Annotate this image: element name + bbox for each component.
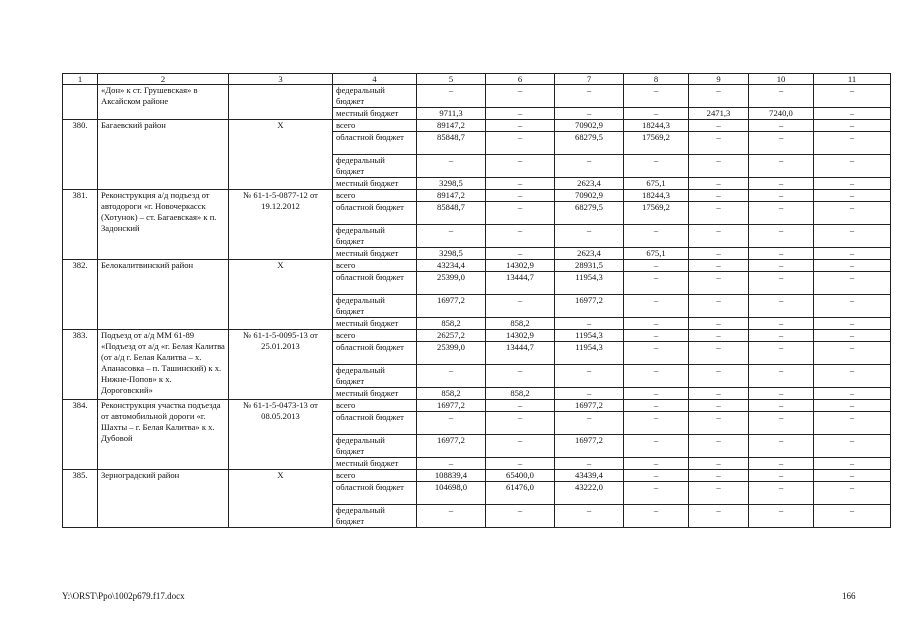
budget-source-label: областной бюджет (333, 341, 416, 364)
amount-value: – (716, 190, 721, 200)
budget-source-column (333, 120, 417, 190)
object-name: Зерноградский район (98, 470, 229, 528)
expertise-reference: № 61-1-5-0095-13 от 25.01.2013 (229, 330, 333, 400)
amount-value: – (778, 470, 784, 480)
amount-value: – (689, 317, 748, 329)
amount-value: 104698,0 (417, 481, 485, 504)
amount-value: 3298,5 (417, 177, 485, 189)
amount-value: – (778, 400, 784, 410)
amount-value: – (849, 400, 855, 410)
amount-value: – (689, 341, 748, 364)
amount-value: 858,2 (486, 317, 554, 329)
row-number: 380. (63, 120, 98, 190)
amount-value: – (653, 470, 659, 480)
amount-value: 13444,7 (486, 271, 554, 294)
amount-value: 43439,4 (575, 470, 603, 480)
amount-value: – (653, 400, 659, 410)
table-row (63, 120, 891, 190)
table-row (63, 190, 891, 260)
row-number: 385. (63, 470, 98, 528)
amount-value: 85848,7 (417, 201, 485, 224)
amount-column-8 (624, 330, 689, 400)
amount-value: – (716, 400, 721, 410)
amount-column-9 (689, 120, 749, 190)
object-name: Багаевский район (98, 120, 229, 190)
amount-value: – (624, 481, 688, 504)
amount-value: 675,1 (624, 247, 688, 259)
amount-value: 70902,9 (575, 120, 603, 130)
column-number-cell: 11 (814, 74, 891, 85)
amount-value: – (814, 247, 890, 259)
amount-column-8 (624, 470, 689, 528)
amount-value: 43234,4 (437, 260, 465, 270)
amount-value: – (555, 364, 623, 387)
amount-value: – (849, 85, 855, 95)
amount-column-6 (486, 260, 555, 330)
expertise-reference: № 61-1-5-0877-12 от 19.12.2012 (229, 190, 333, 260)
amount-value: 85848,7 (417, 131, 485, 154)
amount-value: – (653, 85, 659, 95)
amount-column-7 (555, 330, 624, 400)
amount-value: – (814, 271, 890, 294)
amount-value: – (749, 387, 813, 399)
amount-value: – (814, 364, 890, 387)
budget-source-label: всего (336, 260, 356, 270)
amount-value: – (624, 224, 688, 247)
amount-column-10 (749, 400, 814, 470)
amount-value: 14302,9 (506, 260, 534, 270)
amount-value: – (689, 434, 748, 457)
amount-value: – (749, 317, 813, 329)
budget-source-column (333, 85, 417, 120)
amount-value: – (749, 364, 813, 387)
amount-value: 68279,5 (555, 201, 623, 224)
amount-value: – (749, 131, 813, 154)
amount-value: – (689, 154, 748, 177)
amount-column-10 (749, 470, 814, 528)
amount-column-6 (486, 400, 555, 470)
amount-value: – (749, 201, 813, 224)
budget-source-label: всего (336, 120, 356, 130)
amount-value: – (624, 434, 688, 457)
amount-value: – (778, 260, 784, 270)
amount-value: 17569,2 (624, 201, 688, 224)
amount-value: – (486, 504, 554, 527)
amount-value: 9711,3 (417, 107, 485, 119)
object-name: Белокалитвинский район (98, 260, 229, 330)
amount-value: – (689, 504, 748, 527)
budget-source-column (333, 470, 417, 528)
amount-value: – (486, 107, 554, 119)
amount-value: 11954,3 (575, 330, 603, 340)
amount-value: 28931,5 (575, 260, 603, 270)
amount-value: 43222,0 (555, 481, 623, 504)
amount-value: – (749, 224, 813, 247)
amount-value: 25399,0 (417, 271, 485, 294)
amount-column-10 (749, 85, 814, 120)
budget-source-label: местный бюджет (333, 317, 416, 329)
budget-source-label: федеральный бюджет (333, 434, 416, 457)
column-number-cell: 4 (333, 74, 417, 85)
column-number-cell: 6 (486, 74, 555, 85)
amount-value: 18244,3 (642, 190, 670, 200)
budget-source-label: федеральный бюджет (333, 294, 416, 317)
amount-column-5 (417, 330, 486, 400)
amount-column-5 (417, 400, 486, 470)
amount-value: – (624, 154, 688, 177)
amount-column-11 (814, 330, 891, 400)
amount-value: – (517, 85, 523, 95)
amount-value: – (749, 154, 813, 177)
amount-value: – (689, 177, 748, 189)
amount-column-9 (689, 330, 749, 400)
amount-value: – (555, 457, 623, 469)
amount-value: 17569,2 (624, 131, 688, 154)
amount-column-9 (689, 85, 749, 120)
table-row (63, 400, 891, 470)
amount-value: – (486, 457, 554, 469)
amount-column-6 (486, 85, 555, 120)
amount-column-7 (555, 85, 624, 120)
amount-value: – (814, 107, 890, 119)
amount-value: – (517, 400, 523, 410)
amount-value: – (749, 481, 813, 504)
amount-value: – (749, 411, 813, 434)
amount-value: – (849, 330, 855, 340)
amount-value: – (624, 271, 688, 294)
amount-value: – (814, 434, 890, 457)
amount-column-5 (417, 470, 486, 528)
amount-value: 11954,3 (555, 341, 623, 364)
amount-value: – (486, 224, 554, 247)
amount-column-9 (689, 400, 749, 470)
amount-value: – (417, 504, 485, 527)
amount-value: – (486, 411, 554, 434)
row-number: 384. (63, 400, 98, 470)
budget-source-label: областной бюджет (333, 481, 416, 504)
amount-value: 16977,2 (417, 294, 485, 317)
amount-value: – (814, 177, 890, 189)
amount-value: – (716, 330, 721, 340)
column-number-row (63, 74, 891, 85)
column-number-cell: 1 (63, 74, 98, 85)
amount-value: – (624, 317, 688, 329)
amount-value: – (448, 85, 454, 95)
table-row (63, 330, 891, 400)
amount-value: – (624, 341, 688, 364)
amount-value: – (814, 341, 890, 364)
amount-value: – (653, 260, 659, 270)
amount-value: – (624, 107, 688, 119)
amount-column-8 (624, 85, 689, 120)
amount-column-10 (749, 260, 814, 330)
amount-value: 65400,0 (506, 470, 534, 480)
amount-value: – (814, 457, 890, 469)
object-name: Подъезд от а/д ММ 61-89 «Подъезд от а/д «г. Белая Калитва (от а/д г. Белая Калитва – х. Апанасовка – п. Ташинский) к х. Нижне-Попов» к х. Дороговский» (98, 330, 229, 400)
object-name: «Дон» к ст. Грушевская» в Аксайском районе (98, 85, 229, 120)
footer-file-path: Y:\ORST\Ppo\1002p679.f17.docx (62, 591, 185, 601)
amount-value: – (624, 294, 688, 317)
amount-value: – (689, 387, 748, 399)
amount-value: 16977,2 (575, 400, 603, 410)
amount-value: – (555, 387, 623, 399)
budget-source-label: федеральный бюджет (333, 154, 416, 177)
amount-value: – (749, 177, 813, 189)
amount-value: – (716, 260, 721, 270)
amount-value: 675,1 (624, 177, 688, 189)
amount-value: 16977,2 (555, 434, 623, 457)
amount-value: 858,2 (417, 317, 485, 329)
amount-value: – (749, 341, 813, 364)
amount-value: – (716, 120, 721, 130)
amount-value: 18244,3 (642, 120, 670, 130)
amount-column-6 (486, 330, 555, 400)
budget-source-label: всего (336, 330, 356, 340)
budget-source-column (333, 400, 417, 470)
amount-value: – (555, 107, 623, 119)
amount-column-11 (814, 400, 891, 470)
amount-value: – (689, 457, 748, 469)
amount-value: – (716, 85, 721, 95)
amount-value: 108839,4 (434, 470, 468, 480)
object-name: Реконструкция а/д подъезд от автодороги «г. Новочеркасск (Хотунок) – ст. Багаевская» к п. Задонский (98, 190, 229, 260)
amount-value: 89147,2 (437, 190, 465, 200)
amount-value: – (689, 271, 748, 294)
amount-value: 2471,3 (689, 107, 748, 119)
budget-source-label: местный бюджет (333, 107, 416, 119)
column-number-cell: 7 (555, 74, 624, 85)
budget-source-label: федеральный бюджет (333, 504, 416, 527)
amount-value: 7240,0 (749, 107, 813, 119)
amount-value: – (689, 364, 748, 387)
amount-value: 14302,9 (506, 330, 534, 340)
amount-value: 11954,3 (555, 271, 623, 294)
amount-value: – (486, 247, 554, 259)
amount-value: – (417, 364, 485, 387)
amount-value: 858,2 (417, 387, 485, 399)
amount-value: – (778, 120, 784, 130)
column-number-cell: 9 (689, 74, 749, 85)
amount-value: – (814, 294, 890, 317)
amount-column-9 (689, 190, 749, 260)
amount-value: – (849, 190, 855, 200)
amount-value: 16977,2 (437, 400, 465, 410)
amount-value: – (814, 411, 890, 434)
amount-value: – (586, 85, 592, 95)
amount-column-9 (689, 470, 749, 528)
amount-value: 16977,2 (555, 294, 623, 317)
amount-value: – (624, 364, 688, 387)
amount-column-10 (749, 330, 814, 400)
column-number-cell: 3 (229, 74, 333, 85)
amount-column-5 (417, 260, 486, 330)
amount-value: – (517, 120, 523, 130)
budget-table (62, 73, 891, 528)
amount-value: – (555, 224, 623, 247)
amount-value: – (778, 85, 784, 95)
amount-column-8 (624, 190, 689, 260)
amount-value: 858,2 (486, 387, 554, 399)
amount-value: – (689, 247, 748, 259)
amount-column-10 (749, 120, 814, 190)
amount-value: – (814, 224, 890, 247)
row-number: 383. (63, 330, 98, 400)
amount-column-6 (486, 190, 555, 260)
footer-page-number: 166 (842, 591, 856, 601)
amount-value: – (814, 481, 890, 504)
row-number: 382. (63, 260, 98, 330)
amount-value: 3298,5 (417, 247, 485, 259)
amount-value: – (814, 387, 890, 399)
column-number-cell: 5 (417, 74, 486, 85)
amount-value: – (849, 120, 855, 130)
amount-value: – (749, 247, 813, 259)
amount-column-7 (555, 400, 624, 470)
amount-value: – (486, 201, 554, 224)
amount-column-11 (814, 120, 891, 190)
amount-value: – (814, 201, 890, 224)
object-name: Реконструкция участка подъезда от автомобильной дороги «г. Шахты – г. Белая Калитва» к х. Дубовой (98, 400, 229, 470)
amount-value: – (689, 481, 748, 504)
expertise-reference: № 61-1-5-0473-13 от 08.05.2013 (229, 400, 333, 470)
budget-source-label: областной бюджет (333, 131, 416, 154)
budget-source-label: всего (336, 400, 356, 410)
amount-column-8 (624, 260, 689, 330)
amount-value: – (778, 190, 784, 200)
amount-value: – (555, 154, 623, 177)
amount-value: – (749, 294, 813, 317)
amount-value: 16977,2 (417, 434, 485, 457)
column-number-cell: 10 (749, 74, 814, 85)
amount-value: – (689, 224, 748, 247)
amount-value: – (653, 330, 659, 340)
amount-column-6 (486, 120, 555, 190)
amount-value: – (517, 190, 523, 200)
amount-value: – (555, 411, 623, 434)
amount-column-10 (749, 190, 814, 260)
table-row (63, 470, 891, 528)
amount-column-11 (814, 85, 891, 120)
budget-source-column (333, 190, 417, 260)
amount-column-8 (624, 120, 689, 190)
amount-column-7 (555, 120, 624, 190)
amount-value: – (486, 294, 554, 317)
budget-source-label: областной бюджет (333, 201, 416, 224)
amount-value: – (624, 411, 688, 434)
amount-value: – (417, 154, 485, 177)
amount-value: – (778, 330, 784, 340)
expertise-reference: Х (229, 470, 333, 528)
budget-source-column (333, 260, 417, 330)
column-number-cell: 2 (98, 74, 229, 85)
expertise-reference: Х (229, 120, 333, 190)
amount-value: – (814, 154, 890, 177)
amount-column-8 (624, 400, 689, 470)
amount-value: – (849, 260, 855, 270)
amount-value: 68279,5 (555, 131, 623, 154)
expertise-reference: Х (229, 260, 333, 330)
amount-value: 26257,2 (437, 330, 465, 340)
amount-value: 89147,2 (437, 120, 465, 130)
amount-column-11 (814, 470, 891, 528)
amount-value: – (814, 317, 890, 329)
amount-value: – (689, 411, 748, 434)
amount-value: – (624, 504, 688, 527)
amount-value: – (624, 457, 688, 469)
amount-value: – (417, 224, 485, 247)
column-number-cell: 8 (624, 74, 689, 85)
amount-value: 25399,0 (417, 341, 485, 364)
amount-column-9 (689, 260, 749, 330)
budget-source-label: всего (336, 470, 356, 480)
amount-value: – (849, 470, 855, 480)
budget-source-label: федеральный бюджет (333, 364, 416, 387)
amount-value: – (624, 387, 688, 399)
amount-column-5 (417, 120, 486, 190)
amount-value: – (814, 504, 890, 527)
amount-column-7 (555, 190, 624, 260)
amount-value: – (716, 470, 721, 480)
amount-value: – (749, 434, 813, 457)
amount-value: – (749, 504, 813, 527)
expertise-reference (229, 85, 333, 120)
amount-value: – (555, 504, 623, 527)
amount-value: – (749, 271, 813, 294)
row-number: 381. (63, 190, 98, 260)
amount-value: – (417, 457, 485, 469)
budget-source-label: областной бюджет (333, 411, 416, 434)
amount-column-6 (486, 470, 555, 528)
budget-source-label: местный бюджет (333, 177, 416, 189)
budget-source-label: федеральный бюджет (333, 224, 416, 247)
amount-value: – (486, 177, 554, 189)
amount-column-5 (417, 85, 486, 120)
amount-value: 61476,0 (486, 481, 554, 504)
amount-value: – (689, 201, 748, 224)
amount-column-5 (417, 190, 486, 260)
amount-value: – (689, 294, 748, 317)
amount-value: – (555, 317, 623, 329)
budget-source-label: всего (336, 190, 356, 200)
amount-column-7 (555, 260, 624, 330)
budget-source-label: местный бюджет (333, 247, 416, 259)
amount-value: – (814, 131, 890, 154)
amount-column-11 (814, 260, 891, 330)
row-number (63, 85, 98, 120)
budget-source-column (333, 330, 417, 400)
table-row (63, 85, 891, 120)
budget-source-label: областной бюджет (333, 271, 416, 294)
amount-value: – (486, 364, 554, 387)
amount-value: – (749, 457, 813, 469)
amount-value: – (486, 434, 554, 457)
amount-value: 70902,9 (575, 190, 603, 200)
amount-value: – (486, 154, 554, 177)
amount-value: 2623,4 (555, 177, 623, 189)
amount-value: 13444,7 (486, 341, 554, 364)
table-row (63, 260, 891, 330)
amount-column-11 (814, 190, 891, 260)
amount-value: – (486, 131, 554, 154)
amount-column-7 (555, 470, 624, 528)
budget-source-label: федеральный бюджет (336, 85, 385, 106)
budget-source-label: местный бюджет (333, 387, 416, 399)
budget-source-label: местный бюджет (333, 457, 416, 469)
amount-value: – (417, 411, 485, 434)
amount-value: – (689, 131, 748, 154)
amount-value: 2623,4 (555, 247, 623, 259)
